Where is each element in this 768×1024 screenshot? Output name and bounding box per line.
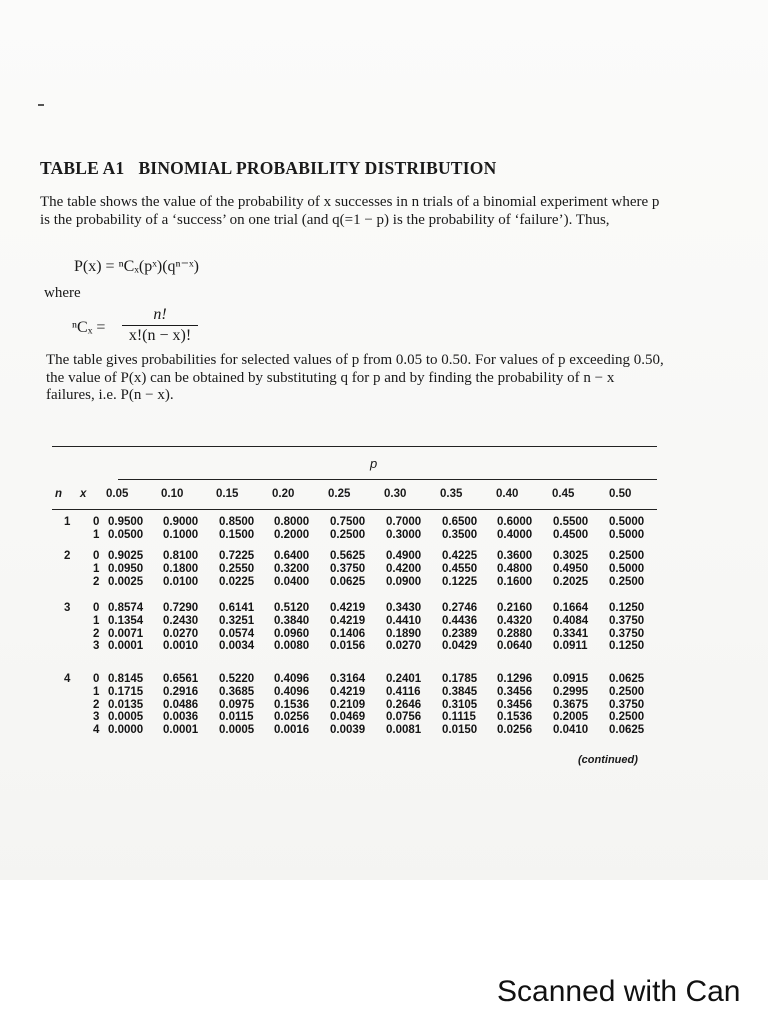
x-value: 2 xyxy=(93,627,100,640)
x-value: 1 xyxy=(93,614,100,627)
probability-cell: 0.3456 xyxy=(497,685,533,698)
p-header-rule xyxy=(118,479,657,480)
probability-cell: 0.2646 xyxy=(386,698,422,711)
probability-cell: 0.7500 xyxy=(330,516,366,528)
p-value-header: 0.40 xyxy=(496,488,519,500)
probability-cell: 0.0001 xyxy=(163,724,199,737)
probability-cell: 0.0156 xyxy=(330,640,366,653)
table-row xyxy=(0,602,768,615)
usage-note: The table gives probabilities for selected values of p from 0.05 to 0.50. For values of p exceeding 0.50, the value of P(x) can be obtained by substituting q for p and by finding the probability of n − x failures, i.e. P(n − x). xyxy=(46,352,664,403)
continued-note: (continued) xyxy=(578,754,638,766)
probability-cell: 0.8574 xyxy=(108,602,144,614)
x-value: 3 xyxy=(93,640,100,653)
probability-cell: 0.0400 xyxy=(274,575,310,588)
fraction-denominator: x!(n − x)! xyxy=(128,327,192,344)
probability-cell: 0.2500 xyxy=(609,575,645,588)
stray-mark xyxy=(38,104,44,106)
probability-cell: 0.2916 xyxy=(163,685,199,698)
probability-cell: 0.4219 xyxy=(330,685,366,698)
where-label: where xyxy=(44,285,81,301)
probability-cell: 0.4900 xyxy=(386,550,422,562)
table-row xyxy=(0,563,768,576)
p-value-header: 0.45 xyxy=(552,488,575,500)
probability-cell: 0.7000 xyxy=(386,516,422,528)
probability-cell: 0.2109 xyxy=(330,698,366,711)
x-value: 1 xyxy=(93,562,100,575)
header-bottom-rule xyxy=(52,509,657,510)
probability-cell: 0.4096 xyxy=(274,685,310,698)
x-column-header: x xyxy=(80,488,87,500)
probability-cell: 0.3105 xyxy=(442,698,478,711)
probability-cell: 0.1250 xyxy=(609,640,645,653)
probability-cell: 0.0100 xyxy=(163,575,199,588)
probability-cell: 0.0270 xyxy=(163,627,199,640)
fraction-numerator: n! xyxy=(153,306,167,323)
p-column-header: p xyxy=(370,456,378,471)
probability-cell: 0.2500 xyxy=(609,550,645,562)
probability-cell: 0.8145 xyxy=(108,673,144,685)
probability-cell: 0.3341 xyxy=(553,627,589,640)
probability-cell: 0.5220 xyxy=(219,673,255,685)
probability-cell: 0.1406 xyxy=(330,627,366,640)
intro-paragraph: The table shows the value of the probability of x successes in n trials of a binomial experiment where p is the probability of a ‘success’ on one trial (and q(=1 − p) is the probability of ‘failure’). Thus, xyxy=(40,194,660,228)
p-value-header: 0.05 xyxy=(106,488,129,500)
p-value-header: 0.15 xyxy=(216,488,239,500)
probability-cell: 0.1296 xyxy=(497,673,533,685)
probability-cell: 0.0900 xyxy=(386,575,422,588)
probability-cell: 0.4320 xyxy=(497,614,533,627)
probability-cell: 0.0071 xyxy=(108,627,144,640)
n-value: 1 xyxy=(64,516,71,528)
probability-cell: 0.0756 xyxy=(386,711,422,724)
n-value: 3 xyxy=(64,602,71,614)
probability-cell: 0.0150 xyxy=(442,724,478,737)
probability-cell: 0.6400 xyxy=(274,550,310,562)
probability-cell: 0.2995 xyxy=(553,685,589,698)
probability-cell: 0.5000 xyxy=(609,562,645,575)
probability-cell: 0.0500 xyxy=(108,528,144,541)
probability-cell: 0.0911 xyxy=(553,640,588,653)
probability-cell: 0.6561 xyxy=(163,673,199,685)
probability-cell: 0.1225 xyxy=(442,575,478,588)
n-value: 2 xyxy=(64,550,71,562)
probability-cell: 0.4225 xyxy=(442,550,478,562)
probability-cell: 0.3025 xyxy=(553,550,589,562)
table-row xyxy=(0,724,768,737)
probability-cell: 0.0256 xyxy=(497,724,533,737)
probability-cell: 0.6500 xyxy=(442,516,478,528)
probability-cell: 0.1664 xyxy=(553,602,589,614)
table-row xyxy=(0,699,768,712)
probability-cell: 0.6141 xyxy=(219,602,255,614)
x-value: 0 xyxy=(93,602,100,614)
probability-cell: 0.3600 xyxy=(497,550,533,562)
probability-cell: 0.4096 xyxy=(274,673,310,685)
table-title xyxy=(40,158,496,179)
probability-cell: 0.0010 xyxy=(163,640,199,653)
table-row xyxy=(0,640,768,653)
probability-cell: 0.4219 xyxy=(330,602,366,614)
probability-cell: 0.4000 xyxy=(497,528,533,541)
table-row xyxy=(0,550,768,563)
probability-cell: 0.1890 xyxy=(386,627,422,640)
probability-cell: 0.4500 xyxy=(553,528,589,541)
probability-cell: 0.3840 xyxy=(274,614,310,627)
probability-cell: 0.3500 xyxy=(442,528,478,541)
table-row xyxy=(0,711,768,724)
probability-cell: 0.5120 xyxy=(274,602,310,614)
p-value-header: 0.50 xyxy=(609,488,632,500)
probability-cell: 0.4116 xyxy=(386,685,421,698)
probability-cell: 0.0429 xyxy=(442,640,478,653)
probability-cell: 0.0016 xyxy=(274,724,310,737)
scanner-watermark: Scanned with Can xyxy=(497,975,741,1008)
probability-cell: 0.0005 xyxy=(219,724,255,737)
probability-cell: 0.3251 xyxy=(219,614,255,627)
probability-cell: 0.8100 xyxy=(163,550,199,562)
probability-cell: 0.4550 xyxy=(442,562,478,575)
probability-cell: 0.3750 xyxy=(609,698,645,711)
probability-cell: 0.5000 xyxy=(609,516,645,528)
probability-cell: 0.9500 xyxy=(108,516,144,528)
probability-cell: 0.2500 xyxy=(609,711,645,724)
probability-cell: 0.9025 xyxy=(108,550,144,562)
n-column-header: n xyxy=(55,488,63,500)
probability-cell: 0.0915 xyxy=(553,673,589,685)
p-value-header: 0.35 xyxy=(440,488,463,500)
probability-cell: 0.1250 xyxy=(609,602,645,614)
probability-cell: 0.2746 xyxy=(442,602,478,614)
probability-cell: 0.0625 xyxy=(330,575,366,588)
probability-cell: 0.2500 xyxy=(330,528,366,541)
probability-cell: 0.5000 xyxy=(609,528,645,541)
probability-cell: 0.0001 xyxy=(108,640,144,653)
probability-cell: 0.1600 xyxy=(497,575,533,588)
probability-cell: 0.1354 xyxy=(108,614,144,627)
probability-cell: 0.1115 xyxy=(442,711,476,724)
probability-cell: 0.0080 xyxy=(274,640,310,653)
probability-cell: 0.3675 xyxy=(553,698,589,711)
x-value: 2 xyxy=(93,575,100,588)
probability-cell: 0.0034 xyxy=(219,640,255,653)
probability-cell: 0.0036 xyxy=(163,711,199,724)
p-value-header: 0.20 xyxy=(272,488,295,500)
x-value: 0 xyxy=(93,516,100,528)
probability-cell: 0.0270 xyxy=(386,640,422,653)
table-row xyxy=(0,686,768,699)
probability-cell: 0.3164 xyxy=(330,673,366,685)
probability-cell: 0.0000 xyxy=(108,724,144,737)
x-value: 1 xyxy=(93,528,100,541)
table-row xyxy=(0,673,768,686)
table-top-rule xyxy=(52,446,657,447)
probability-cell: 0.0960 xyxy=(274,627,310,640)
probability-cell: 0.4950 xyxy=(553,562,589,575)
table-row xyxy=(0,628,768,641)
table-heading: BINOMIAL PROBABILITY DISTRIBUTION xyxy=(138,158,497,178)
probability-cell: 0.5500 xyxy=(553,516,589,528)
probability-cell: 0.2000 xyxy=(274,528,310,541)
probability-cell: 0.4410 xyxy=(386,614,422,627)
probability-cell: 0.2005 xyxy=(553,711,589,724)
table-row xyxy=(0,615,768,628)
x-value: 4 xyxy=(93,724,100,737)
probability-cell: 0.7290 xyxy=(163,602,199,614)
probability-cell: 0.0410 xyxy=(553,724,589,737)
n-value: 4 xyxy=(64,673,71,685)
probability-cell: 0.2430 xyxy=(163,614,199,627)
probability-cell: 0.1785 xyxy=(442,673,478,685)
probability-cell: 0.1500 xyxy=(219,528,255,541)
probability-cell: 0.8500 xyxy=(219,516,255,528)
probability-cell: 0.0135 xyxy=(108,698,144,711)
probability-cell: 0.2550 xyxy=(219,562,255,575)
probability-cell: 0.3685 xyxy=(219,685,255,698)
probability-cell: 0.1536 xyxy=(497,711,533,724)
p-value-header: 0.30 xyxy=(384,488,407,500)
probability-cell: 0.3000 xyxy=(386,528,422,541)
probability-cell: 0.1800 xyxy=(163,562,199,575)
probability-cell: 0.3750 xyxy=(330,562,366,575)
table-row xyxy=(0,576,768,589)
probability-cell: 0.4219 xyxy=(330,614,366,627)
probability-cell: 0.4200 xyxy=(386,562,422,575)
p-value-header: 0.25 xyxy=(328,488,351,500)
binomial-formula: P(x) = ⁿCₓ(pˣ)(qⁿ⁻ˣ) xyxy=(74,258,199,275)
probability-cell: 0.1715 xyxy=(108,685,144,698)
probability-cell: 0.0225 xyxy=(219,575,255,588)
probability-cell: 0.0256 xyxy=(274,711,310,724)
table-row xyxy=(0,529,768,542)
x-value: 3 xyxy=(93,711,100,724)
probability-cell: 0.0081 xyxy=(386,724,422,737)
probability-cell: 0.0640 xyxy=(497,640,533,653)
p-value-header: 0.10 xyxy=(161,488,184,500)
x-value: 0 xyxy=(93,673,100,685)
table-row xyxy=(0,516,768,529)
probability-cell: 0.2389 xyxy=(442,627,478,640)
probability-cell: 0.4800 xyxy=(497,562,533,575)
x-value: 2 xyxy=(93,698,100,711)
probability-cell: 0.0469 xyxy=(330,711,366,724)
probability-cell: 0.3845 xyxy=(442,685,478,698)
probability-cell: 0.3200 xyxy=(274,562,310,575)
probability-cell: 0.3456 xyxy=(497,698,533,711)
probability-cell: 0.2401 xyxy=(386,673,422,685)
probability-cell: 0.6000 xyxy=(497,516,533,528)
probability-cell: 0.4084 xyxy=(553,614,589,627)
x-value: 0 xyxy=(93,550,100,562)
probability-cell: 0.7225 xyxy=(219,550,255,562)
x-value: 1 xyxy=(93,685,100,698)
probability-cell: 0.3750 xyxy=(609,614,645,627)
probability-cell: 0.2500 xyxy=(609,685,645,698)
probability-cell: 0.4436 xyxy=(442,614,478,627)
probability-cell: 0.5625 xyxy=(330,550,366,562)
table-number: TABLE A1 xyxy=(40,158,125,178)
probability-cell: 0.2880 xyxy=(497,627,533,640)
probability-cell: 0.0005 xyxy=(108,711,144,724)
probability-cell: 0.0950 xyxy=(108,562,144,575)
probability-cell: 0.0486 xyxy=(163,698,199,711)
probability-cell: 0.8000 xyxy=(274,516,310,528)
probability-cell: 0.0975 xyxy=(219,698,255,711)
probability-cell: 0.9000 xyxy=(163,516,199,528)
combination-lhs: ⁿCₓ = xyxy=(72,319,106,336)
combination-fraction xyxy=(120,305,200,346)
probability-cell: 0.1536 xyxy=(274,698,310,711)
probability-cell: 0.0115 xyxy=(219,711,254,724)
probability-cell: 0.0039 xyxy=(330,724,366,737)
probability-cell: 0.0625 xyxy=(609,724,645,737)
probability-cell: 0.0574 xyxy=(219,627,255,640)
probability-cell: 0.2160 xyxy=(497,602,533,614)
probability-cell: 0.3750 xyxy=(609,627,645,640)
probability-cell: 0.0025 xyxy=(108,575,144,588)
probability-cell: 0.0625 xyxy=(609,673,645,685)
probability-cell: 0.1000 xyxy=(163,528,199,541)
probability-cell: 0.3430 xyxy=(386,602,422,614)
probability-cell: 0.2025 xyxy=(553,575,589,588)
